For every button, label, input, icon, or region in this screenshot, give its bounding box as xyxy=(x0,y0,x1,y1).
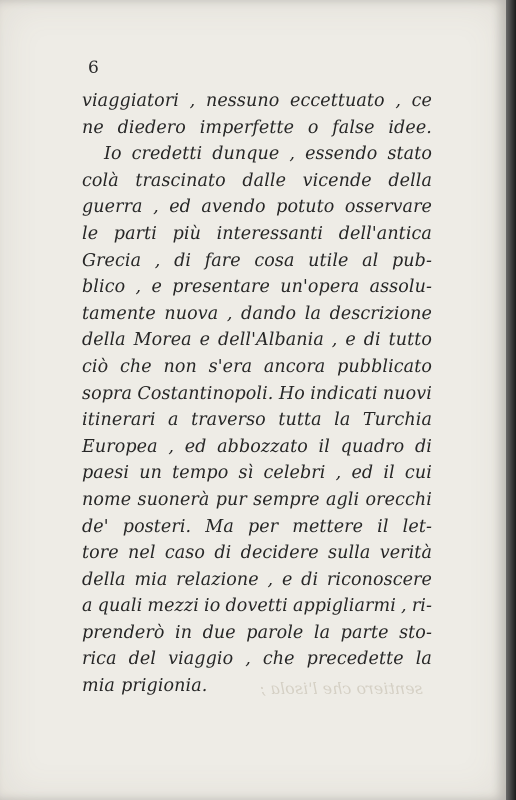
word: e xyxy=(281,569,293,590)
word: ri- xyxy=(411,596,432,617)
text-line xyxy=(82,248,432,275)
word: riconoscere xyxy=(326,569,432,590)
word: ed xyxy=(351,463,374,484)
word: Morea xyxy=(133,330,192,351)
word: stato xyxy=(387,144,432,165)
word: nuovi xyxy=(382,383,432,404)
text-line xyxy=(82,194,432,221)
word: ancora xyxy=(263,356,326,377)
word: dell'antica xyxy=(338,223,432,244)
text-line xyxy=(82,434,432,461)
word: ne xyxy=(82,117,104,138)
word: tempo xyxy=(172,463,229,484)
word: il xyxy=(377,516,389,537)
text-line xyxy=(82,407,432,434)
word: di xyxy=(301,569,319,590)
word: a xyxy=(168,410,179,431)
word: cosa xyxy=(254,250,295,271)
text-line xyxy=(82,274,432,301)
word: a xyxy=(82,596,93,617)
word: tutta xyxy=(278,410,322,431)
word: nuova xyxy=(164,303,219,324)
word: avendo xyxy=(201,197,266,218)
text-line xyxy=(82,460,432,487)
word: parti xyxy=(113,223,157,244)
text-line xyxy=(82,168,432,195)
word: parte xyxy=(340,622,389,643)
text-line xyxy=(82,115,432,142)
word: e xyxy=(345,330,356,351)
word: dell'Albania xyxy=(217,330,324,351)
word: sempre xyxy=(253,489,320,510)
word: , xyxy=(395,91,401,111)
word: tutto xyxy=(388,330,432,351)
word: posteri. xyxy=(122,516,192,537)
text-line xyxy=(82,354,432,381)
word: credetti xyxy=(131,144,203,165)
text-line xyxy=(82,327,432,354)
word: paesi xyxy=(82,463,130,484)
word: che xyxy=(120,356,152,377)
word: , xyxy=(331,330,338,351)
word: sulla xyxy=(328,543,371,564)
word: dando xyxy=(241,303,297,324)
word: prigionia. xyxy=(121,676,208,697)
word: trascinato xyxy=(135,170,226,191)
text-line xyxy=(82,381,432,408)
word: colà xyxy=(82,170,119,191)
word: non xyxy=(163,356,197,377)
word: , xyxy=(226,303,233,324)
word: precedette xyxy=(306,649,404,670)
word: interessanti xyxy=(216,223,324,244)
word: cui xyxy=(404,463,432,484)
word: , xyxy=(289,144,296,165)
word: assolu- xyxy=(369,277,432,298)
word: Turchia xyxy=(362,410,432,431)
word: agli xyxy=(325,489,360,510)
text-line xyxy=(82,567,432,594)
word: descrizione xyxy=(329,303,432,324)
word: , xyxy=(168,436,174,457)
word: de' xyxy=(82,516,109,537)
word: sto- xyxy=(399,622,432,643)
word: di xyxy=(363,330,381,351)
word: Europea xyxy=(82,436,158,457)
word: blico xyxy=(82,277,126,298)
word: la xyxy=(313,622,331,643)
word: Ho xyxy=(278,383,305,404)
word: che xyxy=(262,649,295,670)
word: Costantinopoli. xyxy=(137,383,274,404)
body-text xyxy=(82,88,432,700)
word: pub- xyxy=(391,250,432,271)
word: per xyxy=(247,516,279,537)
word: più xyxy=(172,223,201,244)
word: indicati xyxy=(310,383,378,404)
word: abbozzato xyxy=(217,436,308,457)
word: relazione xyxy=(176,569,259,590)
word: del xyxy=(128,649,157,670)
word: idee. xyxy=(388,117,432,138)
text-line xyxy=(82,620,432,647)
word: mezzi xyxy=(147,596,199,617)
word: dovetti xyxy=(225,596,288,617)
text-line xyxy=(82,593,432,620)
text-line xyxy=(82,514,432,541)
word: , xyxy=(335,463,342,484)
word: dalle xyxy=(242,170,287,191)
word: e xyxy=(151,277,162,298)
word: in xyxy=(175,622,193,643)
word: , xyxy=(401,596,407,617)
word: , xyxy=(135,277,142,298)
word: , xyxy=(154,250,161,271)
word: la xyxy=(334,410,351,431)
word: la xyxy=(415,649,432,670)
word: , xyxy=(245,649,251,670)
text-line xyxy=(82,301,432,328)
word: io xyxy=(204,596,221,617)
word: ciò xyxy=(82,356,109,377)
word: nome xyxy=(82,489,132,510)
word: s'era xyxy=(208,356,253,377)
word: fare xyxy=(204,250,241,271)
word: diedero xyxy=(117,117,186,138)
text-line xyxy=(82,540,432,567)
word: ed xyxy=(169,197,191,218)
word: mia xyxy=(82,676,115,697)
word: ed xyxy=(184,436,207,457)
word: mettere xyxy=(292,516,364,537)
word: le xyxy=(82,223,99,244)
word: potuto xyxy=(276,197,335,218)
text-line xyxy=(82,646,432,673)
word: osservare xyxy=(344,197,432,218)
word: sì xyxy=(238,463,254,484)
word: , xyxy=(267,569,274,590)
word: eccettuato xyxy=(290,91,385,111)
word: celebri xyxy=(263,463,326,484)
word: sopra xyxy=(82,383,133,404)
word: orecchi xyxy=(365,489,432,510)
page-edge xyxy=(506,0,516,800)
word: due xyxy=(202,622,236,643)
word: suonerà xyxy=(137,489,210,510)
word: nel xyxy=(128,543,156,564)
word: mia xyxy=(134,569,168,590)
word: di xyxy=(214,543,232,564)
word: false xyxy=(332,117,375,138)
word: quadro xyxy=(340,436,405,457)
text-line xyxy=(82,221,432,248)
word: Io xyxy=(104,144,122,165)
word: caso xyxy=(164,543,206,564)
word: traverso xyxy=(191,410,266,431)
page-number: 6 xyxy=(88,58,99,78)
word: guerra xyxy=(82,197,143,218)
word: decidere xyxy=(240,543,319,564)
show-through-text: sentiero che l'isola ; xyxy=(260,679,423,698)
word: di xyxy=(174,250,192,271)
word: della xyxy=(82,569,126,590)
word: la xyxy=(304,303,321,324)
word: il xyxy=(383,463,395,484)
word: , xyxy=(153,197,159,218)
word: itinerari xyxy=(82,410,156,431)
word: prenderò xyxy=(82,622,165,643)
word: Grecia xyxy=(82,250,142,271)
word: appigliarmi xyxy=(292,596,396,617)
text-line xyxy=(82,141,432,168)
word: quali xyxy=(97,596,143,617)
word: presentare xyxy=(172,277,270,298)
word: della xyxy=(388,170,432,191)
word: essendo xyxy=(305,144,378,165)
text-line xyxy=(82,487,432,514)
word: un'opera xyxy=(280,277,360,298)
word: un xyxy=(139,463,162,484)
word: pubblicato xyxy=(337,356,432,377)
word: rica xyxy=(82,649,117,670)
word: o xyxy=(307,117,319,138)
word: Ma xyxy=(205,516,234,537)
word: viaggio xyxy=(168,649,234,670)
word: viaggiatori xyxy=(82,91,179,111)
word: pur xyxy=(215,489,247,510)
word: dunque xyxy=(212,144,280,165)
word: ce xyxy=(411,91,432,111)
word: tore xyxy=(82,543,119,564)
word: , xyxy=(189,91,196,111)
word: utile xyxy=(308,250,349,271)
word: parole xyxy=(246,622,304,643)
text-line xyxy=(82,88,432,115)
word: verità xyxy=(379,543,432,564)
word: e xyxy=(199,330,211,351)
word: tamente xyxy=(82,303,156,324)
word: di xyxy=(414,436,432,457)
word: nessuno xyxy=(205,91,280,111)
word: della xyxy=(82,330,126,351)
word: vicende xyxy=(302,170,372,191)
word: al xyxy=(362,250,379,271)
word: let- xyxy=(402,516,432,537)
word: imperfette xyxy=(199,117,295,138)
word: il xyxy=(318,436,330,457)
